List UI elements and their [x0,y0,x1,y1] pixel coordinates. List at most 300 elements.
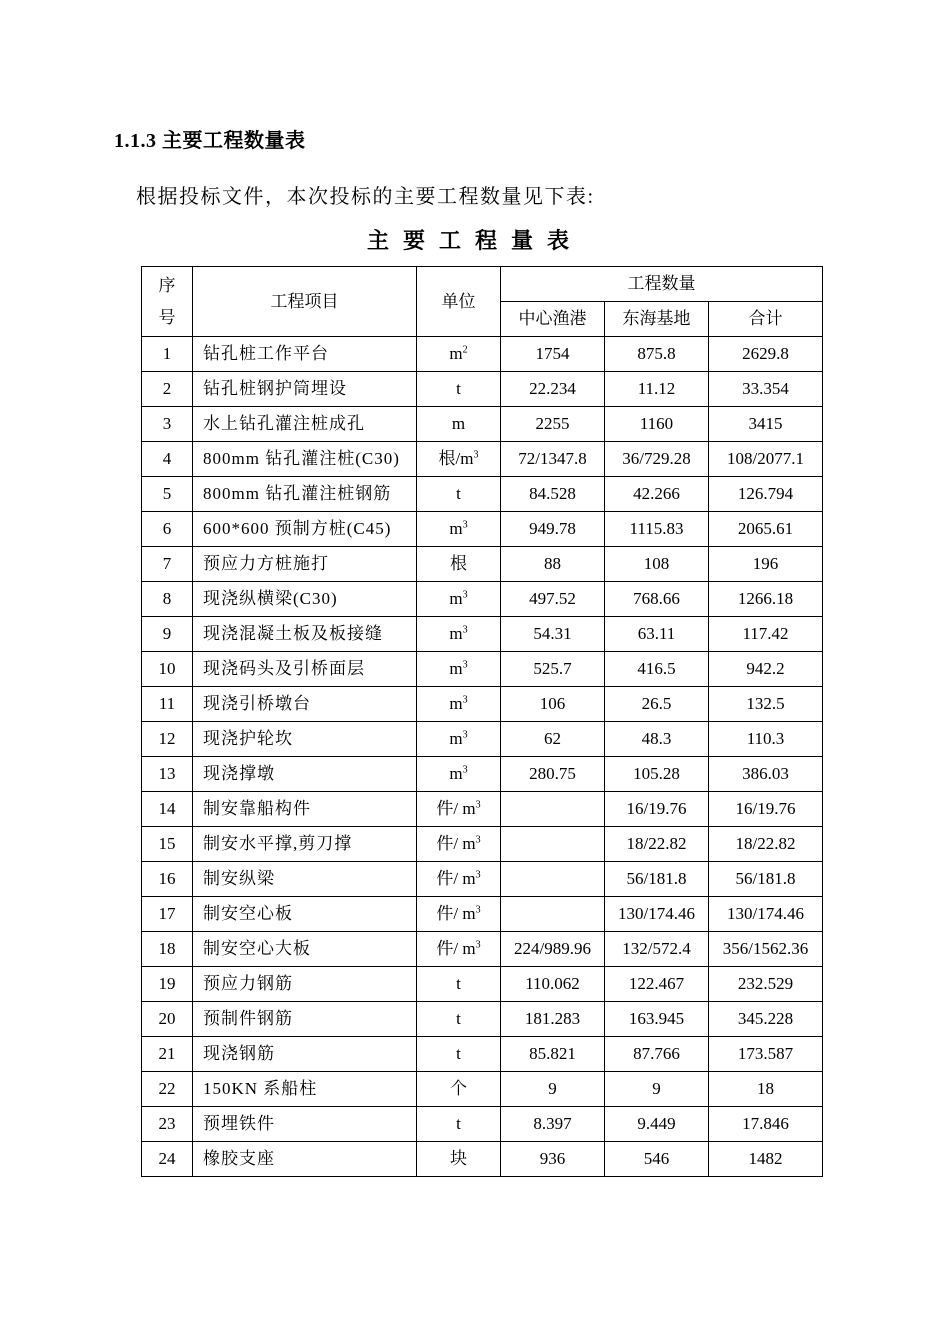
cell-item-text: 橡胶支座 [203,1149,275,1168]
unit-superscript: 3 [475,869,481,881]
cell-seq-text: 22 [158,1079,176,1098]
table-row [142,1002,823,1037]
cell-unit-text: 件/ m [436,869,476,888]
cell-col-total-text: 942.2 [746,659,785,678]
table-row [142,1072,823,1107]
cell-item-text: 预制件钢筋 [203,1009,293,1028]
cell-seq [142,1142,193,1177]
cell-seq [142,582,193,617]
cell-item [193,582,417,617]
cell-col-a-text: 2255 [535,414,570,433]
cell-col-b-text: 11.12 [637,379,676,398]
section-heading: 1.1.3 主要工程数量表 [114,130,306,152]
cell-col-total [709,512,823,547]
cell-col-b-text: 105.28 [633,764,680,783]
cell-col-b-text: 42.266 [633,484,680,503]
unit-superscript: 3 [475,904,481,916]
cell-item-text: 现浇码头及引桥面层 [203,659,365,678]
cell-col-b [605,1107,709,1142]
cell-col-b-text: 768.66 [633,589,680,608]
cell-unit-text: m [449,729,463,748]
cell-col-b-text: 163.945 [628,1009,685,1028]
cell-col-b [605,1002,709,1037]
cell-col-b [605,687,709,722]
cell-col-total [709,827,823,862]
cell-col-total-text: 345.228 [737,1009,794,1028]
cell-item [193,862,417,897]
cell-col-b [605,547,709,582]
cell-col-total-text: 130/174.46 [727,904,804,923]
table-row [142,617,823,652]
cell-unit [417,1002,501,1037]
cell-seq-text: 13 [158,764,176,783]
cell-unit [417,652,501,687]
cell-item-text: 600*600 预制方桩(C45) [203,519,392,538]
cell-col-b [605,862,709,897]
cell-unit-text: 件/ m [436,904,476,923]
table-row [142,337,823,372]
cell-col-a [501,1002,605,1037]
cell-col-total-text: 117.42 [742,624,789,643]
cell-unit [417,862,501,897]
cell-seq [142,1072,193,1107]
cell-col-total [709,932,823,967]
cell-item-text: 钻孔桩工作平台 [203,344,329,363]
cell-seq [142,652,193,687]
cell-seq-text: 20 [158,1009,176,1028]
cell-unit [417,582,501,617]
cell-item [193,407,417,442]
cell-col-a-text: 936 [539,1149,566,1168]
cell-unit [417,512,501,547]
cell-item-text: 现浇护轮坎 [203,729,293,748]
cell-item [193,722,417,757]
cell-unit [417,337,501,372]
cell-unit-text: m [449,624,463,643]
cell-col-total [709,967,823,1002]
cell-item-text: 预应力方桩施打 [203,554,329,573]
cell-col-a [501,372,605,407]
cell-col-a-text: 84.528 [529,484,576,503]
cell-col-a-text: 110.062 [525,974,580,993]
table-row [142,967,823,1002]
cell-item [193,687,417,722]
cell-item-text: 现浇混凝土板及板接缝 [203,624,383,643]
cell-seq-text: 23 [158,1114,176,1133]
cell-seq-text: 14 [158,799,176,818]
cell-item-text: 水上钻孔灌注桩成孔 [203,414,365,433]
cell-col-b-text: 132/572.4 [622,939,691,958]
cell-col-a [501,1037,605,1072]
cell-col-b-text: 36/729.28 [622,449,691,468]
cell-seq-text: 1 [162,344,172,363]
cell-col-total-text: 108/2077.1 [727,449,804,468]
cell-col-a-text: 62 [544,729,561,748]
cell-col-total [709,1037,823,1072]
cell-col-b-text: 122.467 [628,974,685,993]
cell-unit [417,477,501,512]
table-row [142,862,823,897]
cell-seq-text: 9 [162,624,172,643]
cell-unit-text: 件/ m [436,939,476,958]
header-quantity: 工程数量 [501,267,823,302]
unit-superscript: 3 [462,659,468,671]
cell-col-a [501,547,605,582]
cell-col-a-text: 88 [544,554,561,573]
cell-seq [142,372,193,407]
cell-col-b-text: 18/22.82 [626,834,687,853]
cell-col-total-text: 33.354 [742,379,789,398]
header-col-a: 中心渔港 [501,302,605,337]
cell-col-b-text: 1115.83 [629,519,684,538]
cell-col-a-text: 85.821 [529,1044,576,1063]
table-title: 主要工程量表 [366,228,583,253]
cell-unit [417,1072,501,1107]
cell-col-b [605,757,709,792]
cell-item [193,442,417,477]
cell-seq [142,1107,193,1142]
table-row [142,1107,823,1142]
cell-item [193,1002,417,1037]
cell-unit [417,372,501,407]
cell-col-total-text: 173.587 [737,1044,794,1063]
cell-col-b [605,897,709,932]
cell-col-total [709,372,823,407]
cell-col-total [709,407,823,442]
cell-seq [142,407,193,442]
cell-col-total-text: 16/19.76 [735,799,796,818]
cell-item [193,827,417,862]
cell-col-a-text: 22.234 [529,379,576,398]
cell-col-total-text: 18/22.82 [735,834,796,853]
unit-superscript: 3 [473,449,479,461]
cell-col-a [501,827,605,862]
cell-col-total-text: 196 [752,554,779,573]
cell-unit-text: m [449,519,463,538]
cell-seq [142,617,193,652]
cell-col-total-text: 386.03 [742,764,789,783]
cell-item [193,757,417,792]
cell-col-b-text: 130/174.46 [618,904,695,923]
cell-seq-text: 4 [162,449,172,468]
unit-superscript: 2 [462,344,468,356]
table-row [142,512,823,547]
cell-seq-text: 15 [158,834,176,853]
cell-col-b [605,827,709,862]
cell-item [193,1072,417,1107]
cell-seq [142,967,193,1002]
cell-col-total-text: 126.794 [737,484,794,503]
cell-item [193,337,417,372]
cell-unit-text: m [449,764,463,783]
cell-seq [142,862,193,897]
cell-col-total-text: 2065.61 [737,519,794,538]
cell-seq-text: 11 [158,694,176,713]
cell-col-a [501,722,605,757]
cell-col-total [709,687,823,722]
table-row [142,1037,823,1072]
cell-col-a-text: 54.31 [533,624,572,643]
table-body [142,337,823,1177]
cell-item-text: 800mm 钻孔灌注桩钢筋 [203,484,392,503]
cell-col-total-text: 18 [757,1079,774,1098]
cell-col-total-text: 1266.18 [737,589,794,608]
cell-col-total-text: 132.5 [746,694,785,713]
cell-col-total [709,582,823,617]
cell-col-b [605,512,709,547]
cell-unit [417,442,501,477]
cell-unit [417,722,501,757]
cell-col-total-text: 232.529 [737,974,794,993]
cell-seq-text: 19 [158,974,176,993]
cell-col-a-text: 280.75 [529,764,576,783]
cell-seq [142,757,193,792]
quantity-table [141,266,823,1177]
cell-item-text: 800mm 钻孔灌注桩(C30) [203,449,400,468]
cell-unit-text: t [456,379,461,398]
cell-seq [142,547,193,582]
cell-unit-text: m [449,659,463,678]
unit-superscript: 3 [475,799,481,811]
cell-item [193,932,417,967]
table-row [142,897,823,932]
cell-col-b [605,1037,709,1072]
table-row [142,687,823,722]
cell-col-total [709,617,823,652]
unit-superscript: 3 [462,694,468,706]
unit-superscript: 3 [462,589,468,601]
header-seq-line2: 号 [158,307,176,327]
cell-unit-text: t [456,1009,461,1028]
cell-unit [417,792,501,827]
cell-col-total-text: 56/181.8 [735,869,796,888]
cell-item-text: 制安靠船构件 [203,799,311,818]
cell-seq-text: 3 [162,414,172,433]
cell-col-total [709,792,823,827]
cell-unit [417,547,501,582]
cell-col-a-text: 9 [548,1079,557,1098]
cell-item-text: 现浇纵横梁(C30) [203,589,338,608]
cell-unit-text: 件/ m [436,799,476,818]
cell-seq [142,897,193,932]
cell-col-b [605,337,709,372]
cell-seq [142,337,193,372]
cell-col-total-text: 2629.8 [742,344,789,363]
cell-unit-text: 个 [450,1079,467,1098]
cell-col-b-text: 87.766 [633,1044,680,1063]
cell-item [193,1037,417,1072]
cell-seq [142,477,193,512]
cell-col-b [605,1142,709,1177]
cell-seq-text: 10 [158,659,176,678]
cell-col-b-text: 9.449 [637,1114,676,1133]
cell-unit [417,932,501,967]
cell-unit [417,407,501,442]
cell-item [193,547,417,582]
cell-col-b [605,372,709,407]
cell-col-a [501,897,605,932]
cell-col-b [605,582,709,617]
cell-col-total [709,862,823,897]
intro-paragraph: 根据投标文件，本次投标的主要工程数量见下表: [136,186,595,208]
cell-col-b [605,652,709,687]
cell-col-b [605,932,709,967]
cell-col-b [605,722,709,757]
cell-unit [417,1142,501,1177]
cell-col-b-text: 1160 [639,414,674,433]
cell-item-text: 预埋铁件 [203,1114,275,1133]
cell-col-a [501,442,605,477]
cell-col-b [605,1072,709,1107]
cell-col-a [501,792,605,827]
cell-col-total [709,442,823,477]
cell-item [193,967,417,1002]
table-row [142,547,823,582]
cell-seq [142,932,193,967]
cell-col-a [501,652,605,687]
cell-item-text: 制安空心板 [203,904,293,923]
table-row [142,652,823,687]
cell-item-text: 钻孔桩钢护筒埋设 [203,379,347,398]
cell-unit [417,827,501,862]
cell-seq-text: 8 [162,589,172,608]
table-row [142,372,823,407]
table-row [142,932,823,967]
cell-item [193,617,417,652]
cell-seq-text: 16 [158,869,176,888]
cell-col-total [709,897,823,932]
cell-col-a-text: 8.397 [533,1114,572,1133]
cell-col-a [501,932,605,967]
cell-col-a [501,512,605,547]
cell-col-total [709,337,823,372]
cell-unit-text: t [456,1114,461,1133]
cell-seq-text: 17 [158,904,176,923]
cell-seq [142,792,193,827]
cell-col-b-text: 56/181.8 [626,869,687,888]
table-row [142,722,823,757]
unit-superscript: 3 [462,729,468,741]
cell-col-b [605,442,709,477]
cell-seq-text: 21 [158,1044,176,1063]
cell-col-a [501,477,605,512]
cell-col-b-text: 9 [652,1079,661,1098]
cell-col-a-text: 106 [539,694,566,713]
cell-unit-text: m [449,589,463,608]
header-item: 工程项目 [193,267,417,337]
cell-col-b-text: 546 [643,1149,670,1168]
cell-seq-text: 2 [162,379,172,398]
cell-col-a-text: 525.7 [533,659,572,678]
cell-item [193,1142,417,1177]
cell-unit [417,897,501,932]
cell-col-a [501,617,605,652]
cell-col-a-text: 181.283 [524,1009,581,1028]
cell-col-total [709,547,823,582]
cell-unit-text: t [456,484,461,503]
table-row [142,827,823,862]
cell-item-text: 现浇钢筋 [203,1044,275,1063]
header-seq-line1: 序 [158,275,176,295]
cell-col-a-text: 224/989.96 [514,939,591,958]
cell-item-text: 制安空心大板 [203,939,311,958]
unit-superscript: 3 [462,519,468,531]
cell-unit [417,1037,501,1072]
cell-unit-text: 根 [450,554,467,573]
cell-col-b-text: 108 [643,554,670,573]
cell-col-total-text: 356/1562.36 [722,939,809,958]
cell-seq-text: 12 [158,729,176,748]
cell-seq [142,512,193,547]
unit-superscript: 3 [462,624,468,636]
cell-col-b [605,477,709,512]
cell-col-a [501,862,605,897]
cell-seq [142,1002,193,1037]
cell-seq-text: 7 [162,554,172,573]
cell-item-text: 150KN 系船柱 [203,1079,318,1098]
cell-item-text: 现浇引桥墩台 [203,694,311,713]
cell-col-a [501,1072,605,1107]
cell-unit [417,1107,501,1142]
cell-unit-text: m [449,694,463,713]
cell-col-total-text: 3415 [748,414,783,433]
cell-item-text: 制安水平撑,剪刀撑 [203,834,353,853]
cell-col-a [501,337,605,372]
cell-item-text: 现浇撑墩 [203,764,275,783]
cell-item [193,1107,417,1142]
cell-col-b [605,407,709,442]
cell-unit [417,757,501,792]
cell-unit [417,687,501,722]
cell-seq-text: 5 [162,484,172,503]
table-row [142,582,823,617]
table-row [142,1142,823,1177]
cell-unit-text: m [449,344,463,363]
cell-col-b [605,617,709,652]
cell-seq-text: 24 [158,1149,176,1168]
cell-col-total [709,652,823,687]
cell-col-a [501,757,605,792]
cell-seq [142,1037,193,1072]
cell-col-a-text: 1754 [535,344,570,363]
cell-col-total-text: 17.846 [742,1114,789,1133]
cell-unit-text: 件/ m [436,834,476,853]
cell-col-b-text: 416.5 [637,659,676,678]
cell-col-b-text: 16/19.76 [626,799,687,818]
cell-unit [417,617,501,652]
cell-item-text: 预应力钢筋 [203,974,293,993]
header-col-total: 合计 [709,302,823,337]
cell-item [193,512,417,547]
unit-superscript: 3 [462,764,468,776]
cell-seq-text: 6 [162,519,172,538]
cell-item [193,477,417,512]
table-row [142,477,823,512]
cell-col-a-text: 72/1347.8 [518,449,587,468]
cell-item [193,792,417,827]
header-col-b: 东海基地 [605,302,709,337]
cell-col-b-text: 26.5 [641,694,672,713]
cell-col-a [501,687,605,722]
cell-seq [142,827,193,862]
cell-col-a-text: 949.78 [529,519,576,538]
cell-seq-text: 18 [158,939,176,958]
table-row [142,792,823,827]
unit-superscript: 3 [475,834,481,846]
cell-seq [142,722,193,757]
cell-col-total [709,1107,823,1142]
cell-col-a [501,407,605,442]
